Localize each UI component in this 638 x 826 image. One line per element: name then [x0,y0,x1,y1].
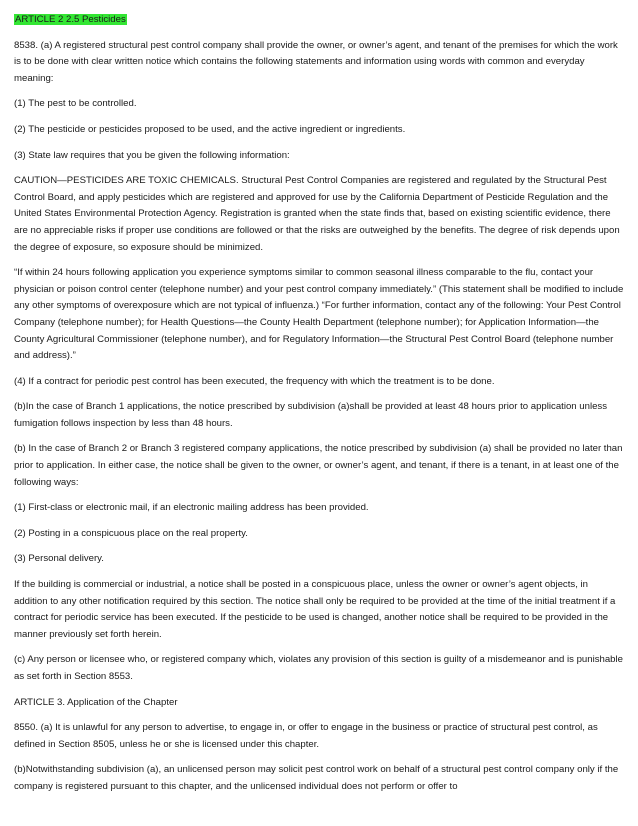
paragraph-commercial: If the building is commercial or industrial, a notice shall be posted in a conspicuous place, unless the owner or owner’s agent objects, in addition to any other notification required by this section. The notice shall only be required to be provided at the time of the initial treatment if a contract for periodic service has been executed. If the pesticide to be used is changed, another notice shall be required to be provided in the manner previously set forth herein. [14,579,616,640]
paragraph-way-3: (3) Personal delivery. [14,553,104,565]
article-3-heading: ARTICLE 3. Application of the Chapter [14,696,178,708]
paragraph-8538-c: (c) Any person or licensee who, or registered company which, violates any provision of this section is guilty of a misdemeanor and is punishable as set forth in Section 8553. [14,654,623,682]
highlighted-heading: ARTICLE 2 2.5 Pesticides [15,14,126,25]
paragraph-symptoms: “If within 24 hours following application you experience symptoms similar to common seasonal illness comparable to the flu, contact your physician or poison control center (telephone number) and your pest control company immediately.” (This statement shall be modified to include any other symptoms of overexposure which are not typical of influenza.) “For further information, contact any of the following: Your Pest Control Company (telephone number); for Health Questions—the County Health Department (telephone number); for Application Information—the County Agricultural Commissioner (telephone number), and for Regulatory Information—the Structural Pest Control Board (telephone number and address).” [14,267,624,362]
paragraph-branch-1: (b)In the case of Branch 1 applications, the notice prescribed by subdivision (a)shall be provided at least 48 hours prior to application unless fumigation follows inspection by less than 48 hours. [14,401,608,429]
paragraph-item-2: (2) The pesticide or pesticides proposed to be used, and the active ingredient or ingredients. [14,123,406,135]
paragraph-8538-a: 8538. (a) A registered structural pest control company shall provide the owner, or owner’s agent, and tenant of the premises for which the work is to be done with clear written notice which contains the following statements and information using words with common and everyday meaning: [14,39,618,84]
paragraph-8550-b: (b)Notwithstanding subdivision (a), an unlicensed person may solicit pest control work on behalf of a structural pest control company only if the company is registered pursuant to this chapter, and the unlicensed individual does not perform or offer to [14,764,619,792]
paragraph-8550-a: 8550. (a) It is unlawful for any person to advertise, to engage in, or offer to engage in the business or practice of structural pest control, as defined in Section 8505, unless he or she is licensed under this chapter. [14,722,598,750]
paragraph-item-1: (1) The pest to be controlled. [14,98,137,110]
paragraph-way-1: (1) First-class or electronic mail, if an electronic mailing address has been provided. [14,502,369,514]
article-heading [14,12,624,29]
paragraph-item-3: (3) State law requires that you be given the following information: [14,149,290,161]
paragraph-branch-2-3: (b) In the case of Branch 2 or Branch 3 registered company applications, the notice prescribed by subdivision (a) shall be provided no later than prior to application. In either case, the notice shall be given to the owner, or owner’s agent, and tenant, if there is a tenant, in at least one of the following ways: [14,443,623,488]
paragraph-item-4: (4) If a contract for periodic pest control has been executed, the frequency with which the treatment is to be done. [14,375,495,387]
paragraph-caution: CAUTION—PESTICIDES ARE TOXIC CHEMICALS. Structural Pest Control Companies are registered and regulated by the Structural Pest Control Board, and apply pesticides which are registered and approved for use by the California Department of Pesticide Regulation and the United States Environmental Protection Agency. Registration is granted when the state finds that, based on existing scientific evidence, there are no appreciable risks if proper use conditions are followed or that the risks are outweighed by the benefits. The degree of risk depends upon the degree of exposure, so exposure should be minimized. [14,175,620,253]
paragraph-way-2: (2) Posting in a conspicuous place on the real property. [14,527,248,539]
